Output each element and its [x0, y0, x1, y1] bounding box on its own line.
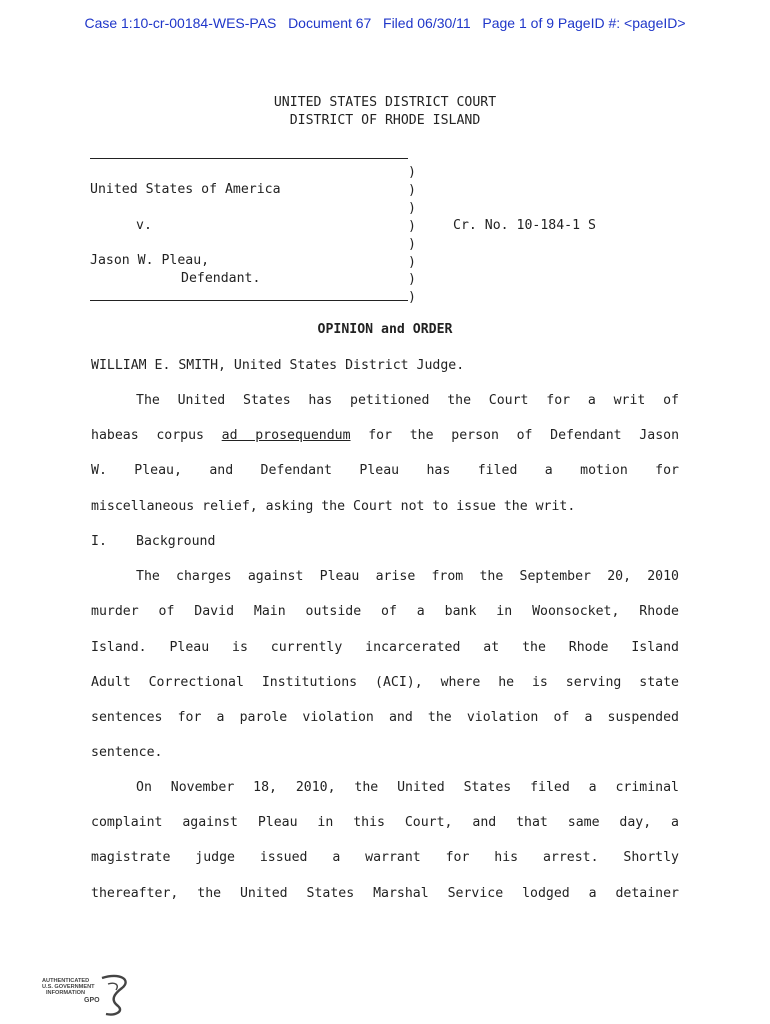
- caption-paren-column: [408, 164, 416, 307]
- gpo-logo-line-1: AUTHENTICATED: [42, 978, 90, 984]
- paragraph-3-line-1: On November 18, 2010, the United States filed a criminal: [136, 780, 679, 795]
- filing-header: [0, 15, 770, 31]
- caption-versus: v.: [136, 218, 152, 233]
- header-document: Document 67: [288, 15, 372, 31]
- header-filed: Filed 06/30/11: [383, 15, 471, 31]
- caption-paren: ): [408, 165, 416, 180]
- judge-line: WILLIAM E. SMITH, United States District Judge.: [91, 358, 465, 373]
- section-number: I.: [91, 534, 107, 549]
- paragraph-2-line-5: sentences for a parole violation and the violation of a suspended: [91, 710, 679, 725]
- paragraph-2-line-3: Island. Pleau is currently incarcerated at the Rhode Island: [91, 640, 679, 655]
- caption-paren: ): [408, 254, 416, 270]
- header-case: Case 1:10-cr-00184-WES-PAS: [84, 15, 277, 31]
- caption-top-rule: [90, 158, 408, 159]
- paragraph-2-line-2: murder of David Main outside of a bank in Woonsocket, Rhode: [91, 604, 679, 619]
- gpo-logo-line-2: U.S. GOVERNMENT: [42, 984, 95, 990]
- gpo-authenticated-logo: [40, 970, 135, 1020]
- gpo-eagle-head-icon: [108, 983, 117, 990]
- paragraph-1-line-3: W. Pleau, and Defendant Pleau has filed a motion for: [91, 463, 679, 478]
- caption-paren: ): [408, 200, 416, 216]
- paragraph-1-line-2: [91, 428, 679, 443]
- caption-defendant-role: Defendant.: [181, 271, 261, 286]
- caption-paren: ): [408, 272, 416, 288]
- paragraph-1-line-1: The United States has petitioned the Court for a writ of: [136, 393, 679, 408]
- paragraph-3-line-3: magistrate judge issued a warrant for his arrest. Shortly: [91, 850, 679, 865]
- section-heading: Background: [136, 534, 216, 549]
- caption-bottom-rule: [90, 300, 408, 301]
- gpo-logo-line-3: INFORMATION: [46, 990, 86, 996]
- paragraph-1-line-2-pre: habeas corpus: [91, 428, 222, 443]
- paragraph-3-line-4: thereafter, the United States Marshal Service lodged a detainer: [91, 886, 679, 901]
- paragraph-1-line-2-post: for the person of Defendant Jason: [350, 428, 680, 443]
- paragraph-2-line-4: Adult Correctional Institutions (ACI), where he is serving state: [91, 675, 679, 690]
- ad-prosequendum-term: ad prosequendum: [221, 428, 351, 443]
- paragraph-2-line-1: The charges against Pleau arise from the September 20, 2010: [136, 569, 679, 584]
- caption-paren: ): [408, 236, 416, 252]
- caption-plaintiff: United States of America: [90, 182, 281, 197]
- caption-defendant-name: Jason W. Pleau,: [90, 253, 210, 268]
- caption-case-number: Cr. No. 10-184-1 S: [453, 218, 596, 233]
- gpo-logo-line-4: GPO: [84, 997, 100, 1004]
- caption-paren: ): [408, 290, 416, 306]
- paragraph-3-line-2: complaint against Pleau in this Court, and that same day, a: [91, 815, 679, 830]
- gpo-eagle-swoosh-icon: [102, 976, 126, 1015]
- caption-paren: ): [408, 218, 416, 234]
- paragraph-1-line-4: miscellaneous relief, asking the Court not to issue the writ.: [91, 499, 576, 514]
- header-page: Page 1 of 9 PageID #: <pageID>: [482, 15, 686, 31]
- caption-paren: ): [408, 182, 416, 198]
- document-title: OPINION and ORDER: [317, 322, 453, 337]
- court-district: DISTRICT OF RHODE ISLAND: [289, 113, 481, 128]
- court-name: UNITED STATES DISTRICT COURT: [273, 95, 497, 110]
- paragraph-2-line-6: sentence.: [91, 745, 163, 760]
